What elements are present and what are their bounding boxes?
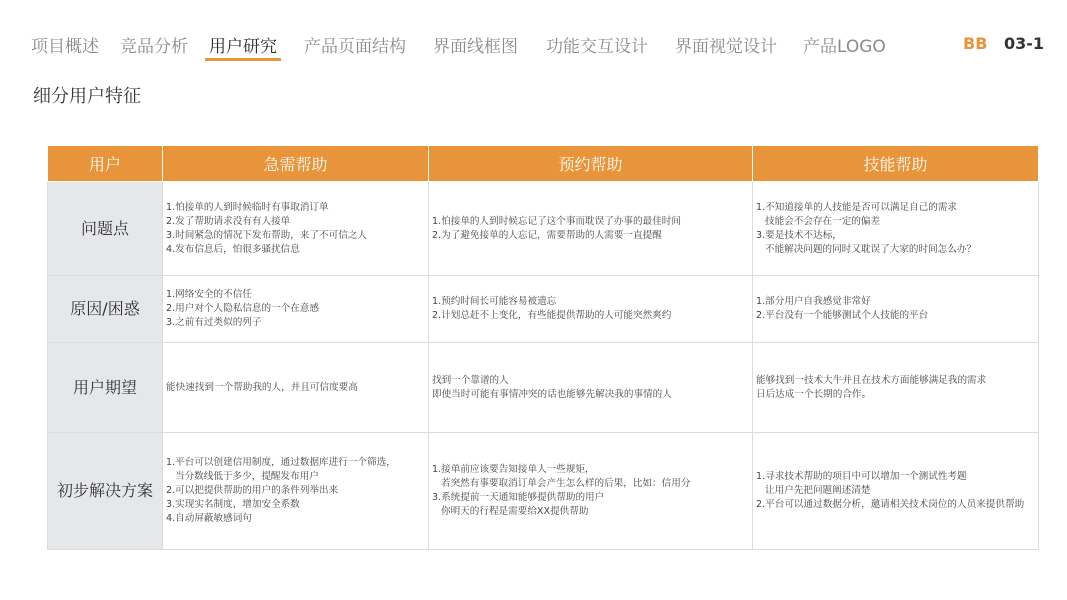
- tab-product-logo[interactable]: [803, 32, 886, 57]
- row-solutions: [48, 433, 1039, 550]
- cell-text-line: 2.平台可以通过数据分析，邀请相关技术岗位的人员来提供帮助: [756, 499, 1025, 510]
- brand-mark: BB: [963, 34, 988, 53]
- top-navigation: [0, 30, 1067, 64]
- cell-text-line: 2.用户对个人隐私信息的一个在意感: [166, 303, 320, 314]
- cell-skill-help: [753, 182, 1039, 276]
- cell-urgent-help: [163, 182, 429, 276]
- cell-text-line: 1.怕接单的人到时候忘记了这个事而耽误了办事的最佳时间: [432, 215, 681, 227]
- tab-label: 功能交互设计: [546, 37, 648, 57]
- tab-interaction-design[interactable]: [546, 32, 648, 57]
- cell-text-line: 找到一个靠谱的人: [432, 374, 509, 386]
- header-urgent-help: 急需帮助: [163, 146, 429, 182]
- cell-text-line: 让用户先把问题阐述清楚: [765, 485, 871, 496]
- tab-label: 项目概述: [31, 37, 99, 57]
- tab-page-structure[interactable]: [304, 32, 406, 57]
- cell-skill-help: [753, 433, 1039, 550]
- cell-skill-help: [753, 343, 1039, 433]
- cell-text-line: 4.自动屏蔽敏感词句: [166, 513, 252, 524]
- cell-scheduled-help: [429, 433, 753, 550]
- header-skill-help: 技能帮助: [753, 146, 1039, 182]
- cell-scheduled-help: [429, 343, 753, 433]
- tab-wireframes[interactable]: [433, 32, 518, 57]
- cell-text-line: 1.网络安全的不信任: [166, 289, 252, 300]
- cell-text-line: 1.接单前应该要告知接单人一些规矩，: [432, 464, 595, 475]
- cell-text-line: 3.实现实名制度，增加安全系数: [166, 499, 300, 510]
- tab-project-overview[interactable]: [31, 32, 99, 57]
- cell-urgent-help: [163, 343, 429, 433]
- cell-text-line: 能够找到一技术大牛并且在技术方面能够满足我的需求: [756, 374, 987, 386]
- cell-text-line: 当分数线低于多少，提醒发布用户: [175, 471, 319, 482]
- cell-text-line: 2.发了帮助请求没有有人接单: [166, 215, 291, 227]
- cell-scheduled-help: [429, 182, 753, 276]
- cell-text-line: 不能解决问题的同时又耽误了大家的时间怎么办？: [765, 243, 977, 255]
- cell-urgent-help: [163, 433, 429, 550]
- cell-text-line: 日后达成一个长期的合作。: [756, 388, 872, 400]
- cell-text-line: 2.为了避免接单的人忘记，需要帮助的人需要一直提醒: [432, 229, 662, 241]
- cell-scheduled-help: [429, 276, 753, 343]
- cell-text-line: 2.可以把提供帮助的用户的条件列举出来: [166, 485, 339, 496]
- cell-text-line: 1.部分用户自我感觉非常好: [756, 296, 871, 307]
- row-label: 原因/困惑: [48, 276, 163, 343]
- cell-text-line: 3.之前有过类似的列子: [166, 317, 262, 328]
- cell-text-line: 技能会不会存在一定的偏差: [765, 215, 881, 227]
- row-expectations: [48, 343, 1039, 433]
- cell-text-line: 3.系统提前一天通知能够提供帮助的用户: [432, 492, 605, 503]
- header-scheduled-help: 预约帮助: [429, 146, 753, 182]
- active-tab-indicator: [205, 58, 281, 61]
- cell-text-line: 1.预约时间长可能容易被遗忘: [432, 296, 557, 307]
- row-causes: [48, 276, 1039, 343]
- cell-text-line: 1.怕接单的人到时候临时有事取消订单: [166, 201, 329, 213]
- cell-urgent-help: [163, 276, 429, 343]
- tab-competitor-analysis[interactable]: [120, 32, 188, 57]
- table-header-row: [48, 146, 1039, 182]
- cell-skill-help: [753, 276, 1039, 343]
- header-user: 用户: [48, 146, 163, 182]
- row-label: 用户期望: [48, 343, 163, 433]
- tab-user-research[interactable]: [209, 32, 277, 57]
- cell-text-line: 3.时间紧急的情况下发布帮助，来了不可信之人: [166, 229, 368, 241]
- tab-label: 竞品分析: [120, 37, 188, 57]
- cell-text-line: 2.平台没有一个能够测试个人技能的平台: [756, 310, 929, 321]
- cell-text-line: 你明天的行程是需要给XX提供帮助: [441, 506, 589, 517]
- cell-text-line: 能快速找到一个帮助我的人，并且可信度要高: [166, 381, 358, 393]
- row-problems: [48, 182, 1039, 276]
- cell-text-line: 即使当时可能有事情冲突的话也能够先解决我的事情的人: [432, 388, 672, 400]
- cell-text-line: 若突然有事要取消订单会产生怎么样的后果，比如：信用分: [441, 478, 691, 489]
- page-title: 细分用户特征: [33, 86, 141, 107]
- page-number: 03-1: [1004, 34, 1045, 53]
- cell-text-line: 1.不知道接单的人技能是否可以满足自己的需求: [756, 201, 958, 213]
- tab-label: 界面视觉设计: [675, 37, 777, 57]
- tab-label: 界面线框图: [433, 37, 518, 57]
- tab-label: 产品LOGO: [803, 37, 886, 57]
- tab-visual-design[interactable]: [675, 32, 777, 57]
- cell-text-line: 4.发布信息后，怕很多骚扰信息: [166, 243, 300, 255]
- user-feature-table: [47, 145, 1039, 550]
- row-label: 初步解决方案: [48, 433, 163, 550]
- cell-text-line: 1.寻求技术帮助的项目中可以增加一个测试性考题: [756, 471, 967, 482]
- row-label: 问题点: [48, 182, 163, 276]
- cell-text-line: 2.计划总赶不上变化，有些能提供帮助的人可能突然爽约: [432, 310, 672, 321]
- cell-text-line: 3.要是技术不达标，: [756, 229, 842, 241]
- cell-text-line: 1.平台可以创建信用制度，通过数据库进行一个筛选，: [166, 457, 396, 468]
- tab-label: 用户研究: [209, 37, 277, 57]
- tab-label: 产品页面结构: [304, 37, 406, 57]
